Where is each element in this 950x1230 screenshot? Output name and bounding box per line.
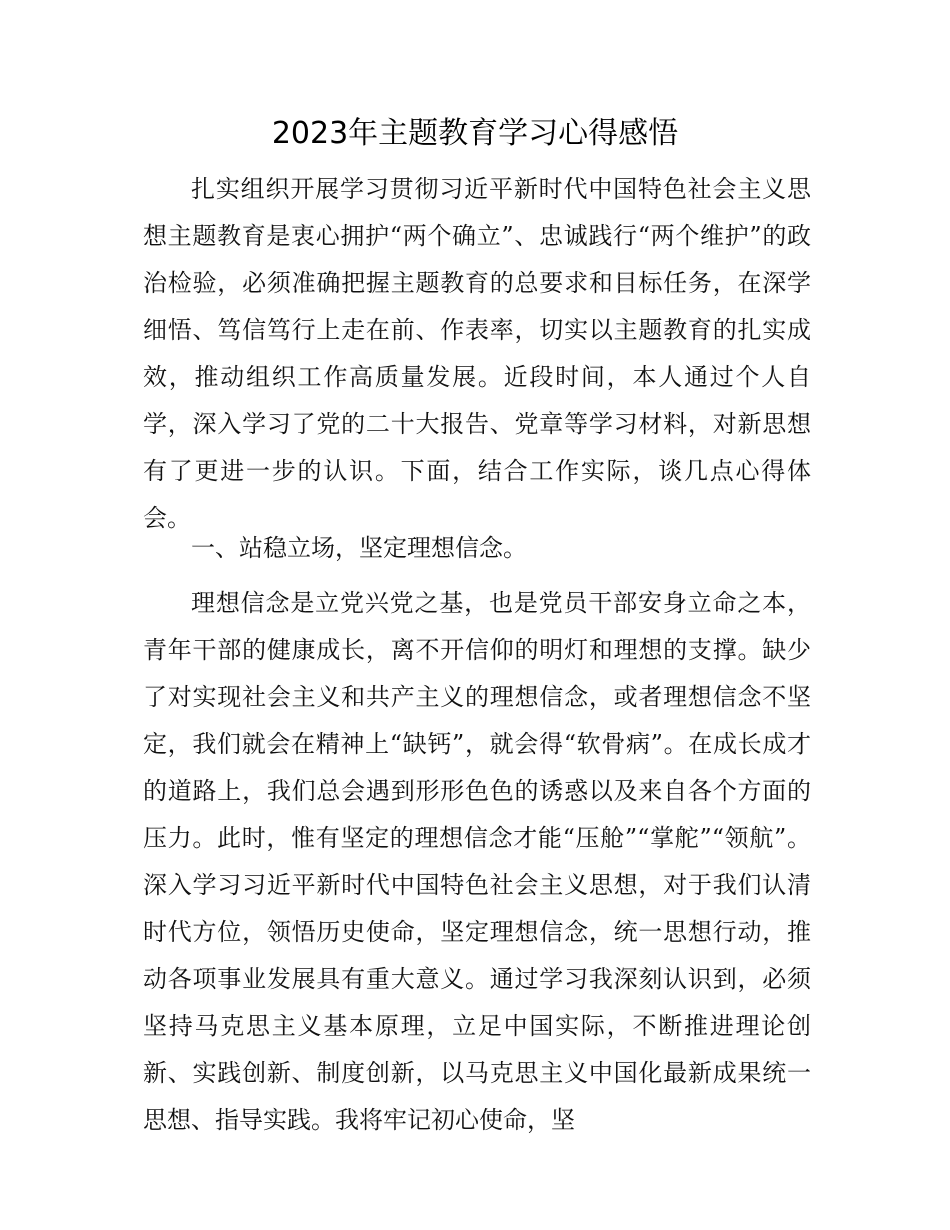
paragraph-intro: 扎实组织开展学习贯彻习近平新时代中国特色社会主义思想主题教育是衷心拥护“两个确立”、忠诚践行“两个维护”的政治检验，必须准确把握主题教育的总要求和目标任务，在深学细悟、笃信笃行上走在前、作表率，切实以主题教育的扎实成效，推动组织工作高质量发展。近段时间，本人通过个人自学，深入学习了党的二十大报告、党章等学习材料，对新思想有了更进一步的认识。下面，结合工作实际，谈几点心得体会。 (143, 175, 811, 532)
section-heading-1: 一、站稳立场，坚定理想信念。 (191, 534, 527, 562)
document-title: 2023年主题教育学习心得感悟 (271, 116, 679, 151)
paragraph-section-1: 理想信念是立党兴党之基，也是党员干部安身立命之本，青年干部的健康成长，离不开信仰的明灯和理想的支撑。缺少了对实现社会主义和共产主义的理想信念，或者理想信念不坚定，我们就会在精神上“缺钙”，就会得“软骨病”。在成长成才的道路上，我们总会遇到形形色色的诱惑以及来自各个方面的压力。此时，惟有坚定的理想信念才能“压舱”“掌舵”“领航”。深入学习习近平新时代中国特色社会主义思想，对于我们认清时代方位，领悟历史使命，坚定理想信念，统一思想行动，推动各项事业发展具有重大意义。通过学习我深刻认识到，必须坚持马克思主义基本原理，立足中国实际，不断推进理论创新、实践创新、制度创新，以马克思主义中国化最新成果统一思想、指导实践。我将牢记初心使命，坚 (143, 589, 811, 1134)
